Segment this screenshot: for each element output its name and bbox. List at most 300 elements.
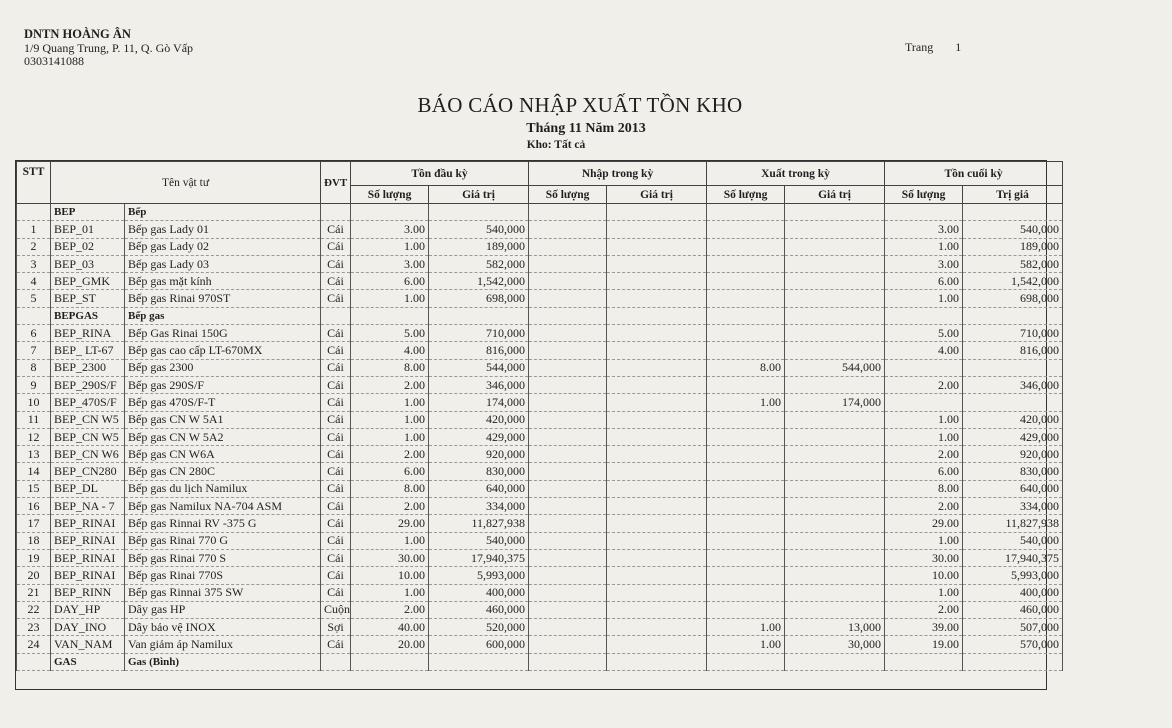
cell: [785, 307, 885, 324]
cell: [429, 204, 529, 221]
opening-qty-cell: 3.00: [351, 255, 429, 272]
cell: [607, 307, 707, 324]
opening-value-cell: 1,542,000: [429, 273, 529, 290]
item-code-cell: BEP_RINA: [51, 325, 125, 342]
unit-cell: Cái: [321, 498, 351, 515]
inbound-value-cell: [607, 255, 707, 272]
outbound-qty-cell: [707, 584, 785, 601]
stt-cell: 1: [17, 221, 51, 238]
opening-value-cell: 5,993,000: [429, 567, 529, 584]
closing-value-cell: 420,000: [963, 411, 1063, 428]
cell: [785, 204, 885, 221]
item-name-cell: Dây gas HP: [125, 601, 321, 618]
closing-value-cell: 830,000: [963, 463, 1063, 480]
opening-qty-cell: 2.00: [351, 446, 429, 463]
inbound-qty-cell: [529, 584, 607, 601]
item-code-cell: VAN_NAM: [51, 636, 125, 653]
item-name-cell: Bếp gas CN W 5A2: [125, 428, 321, 445]
outbound-value-cell: 174,000: [785, 394, 885, 411]
col-opening-qty: Số lượng: [351, 186, 429, 204]
closing-value-cell: 400,000: [963, 584, 1063, 601]
inbound-value-cell: [607, 446, 707, 463]
opening-qty-cell: 1.00: [351, 532, 429, 549]
closing-qty-cell: [885, 394, 963, 411]
unit-cell: Cái: [321, 480, 351, 497]
col-outbound-value: Giá trị: [785, 186, 885, 204]
cell: [607, 653, 707, 670]
unit-cell: Cái: [321, 359, 351, 376]
outbound-value-cell: [785, 325, 885, 342]
item-code-cell: BEP_RINAI: [51, 567, 125, 584]
inbound-qty-cell: [529, 446, 607, 463]
stt-cell: 9: [17, 376, 51, 393]
item-code-cell: BEP_ST: [51, 290, 125, 307]
stt-cell: 24: [17, 636, 51, 653]
unit-cell: Cái: [321, 273, 351, 290]
unit-cell: Cái: [321, 255, 351, 272]
item-code-cell: BEP_GMK: [51, 273, 125, 290]
group-stt-cell: [17, 204, 51, 221]
closing-qty-cell: 2.00: [885, 376, 963, 393]
group-stt-cell: [17, 653, 51, 670]
opening-value-cell: 582,000: [429, 255, 529, 272]
item-name-cell: Bếp gas Lady 03: [125, 255, 321, 272]
stt-cell: 19: [17, 549, 51, 566]
item-name-cell: Bếp gas Rinai 770S: [125, 567, 321, 584]
inventory-table-frame: [15, 160, 1060, 690]
opening-qty-cell: 10.00: [351, 567, 429, 584]
item-name-cell: Bếp gas Namilux NA-704 ASM: [125, 498, 321, 515]
unit-cell: [321, 307, 351, 324]
stt-cell: 4: [17, 273, 51, 290]
outbound-qty-cell: [707, 446, 785, 463]
closing-qty-cell: 10.00: [885, 567, 963, 584]
inbound-value-cell: [607, 584, 707, 601]
item-name-cell: Bếp gas Lady 01: [125, 221, 321, 238]
item-name-cell: Bếp gas CN W6A: [125, 446, 321, 463]
outbound-value-cell: [785, 221, 885, 238]
col-inbound: Nhập trong kỳ: [529, 162, 707, 186]
outbound-qty-cell: [707, 238, 785, 255]
table-row: [17, 446, 1063, 463]
inbound-value-cell: [607, 498, 707, 515]
opening-qty-cell: 2.00: [351, 498, 429, 515]
cell: [607, 204, 707, 221]
stt-cell: 15: [17, 480, 51, 497]
item-name-cell: Bếp gas mặt kính: [125, 273, 321, 290]
group-code-cell: BEPGAS: [51, 307, 125, 324]
company-name: DNTN HOÀNG ÂN: [24, 27, 131, 41]
table-row: [17, 273, 1063, 290]
stt-cell: 8: [17, 359, 51, 376]
item-code-cell: BEP_470S/F: [51, 394, 125, 411]
table-row: [17, 567, 1063, 584]
outbound-value-cell: [785, 273, 885, 290]
unit-cell: Sợi: [321, 619, 351, 636]
opening-value-cell: 346,000: [429, 376, 529, 393]
opening-value-cell: 174,000: [429, 394, 529, 411]
outbound-value-cell: [785, 549, 885, 566]
col-item-name: Tên vật tư: [51, 162, 321, 204]
group-code-cell: GAS: [51, 653, 125, 670]
unit-cell: Cái: [321, 221, 351, 238]
cell: [707, 307, 785, 324]
outbound-qty-cell: [707, 290, 785, 307]
closing-qty-cell: 2.00: [885, 498, 963, 515]
closing-qty-cell: 1.00: [885, 411, 963, 428]
group-name-cell: Bếp: [125, 204, 321, 221]
col-closing-value: Trị giá: [963, 186, 1063, 204]
opening-qty-cell: 5.00: [351, 325, 429, 342]
outbound-qty-cell: 1.00: [707, 619, 785, 636]
table-row: [17, 411, 1063, 428]
stt-cell: 20: [17, 567, 51, 584]
outbound-value-cell: [785, 255, 885, 272]
inbound-qty-cell: [529, 359, 607, 376]
item-name-cell: Dây bảo vệ INOX: [125, 619, 321, 636]
inbound-value-cell: [607, 636, 707, 653]
opening-qty-cell: 1.00: [351, 584, 429, 601]
page-number-block: [905, 40, 961, 55]
unit-cell: Cái: [321, 290, 351, 307]
item-code-cell: BEP_RINAI: [51, 549, 125, 566]
outbound-value-cell: 30,000: [785, 636, 885, 653]
closing-value-cell: 429,000: [963, 428, 1063, 445]
group-row: [17, 653, 1063, 670]
inbound-value-cell: [607, 480, 707, 497]
table-row: [17, 428, 1063, 445]
closing-qty-cell: 1.00: [885, 532, 963, 549]
unit-cell: Cái: [321, 428, 351, 445]
outbound-qty-cell: [707, 532, 785, 549]
opening-qty-cell: 3.00: [351, 221, 429, 238]
table-row: [17, 221, 1063, 238]
item-code-cell: BEP_RINAI: [51, 532, 125, 549]
table-row: [17, 342, 1063, 359]
inbound-qty-cell: [529, 376, 607, 393]
inbound-value-cell: [607, 601, 707, 618]
table-row: [17, 636, 1063, 653]
opening-qty-cell: 20.00: [351, 636, 429, 653]
inbound-value-cell: [607, 515, 707, 532]
inbound-qty-cell: [529, 428, 607, 445]
unit-cell: Cái: [321, 515, 351, 532]
item-code-cell: BEP_2300: [51, 359, 125, 376]
table-row: [17, 238, 1063, 255]
closing-qty-cell: 5.00: [885, 325, 963, 342]
inbound-qty-cell: [529, 394, 607, 411]
inbound-qty-cell: [529, 255, 607, 272]
outbound-qty-cell: [707, 255, 785, 272]
group-name-cell: Gas (Bình): [125, 653, 321, 670]
report-period: Tháng 11 Năm 2013: [526, 121, 646, 136]
outbound-qty-cell: [707, 325, 785, 342]
inbound-qty-cell: [529, 325, 607, 342]
table-row: [17, 255, 1063, 272]
item-code-cell: BEP_CN280: [51, 463, 125, 480]
opening-value-cell: 710,000: [429, 325, 529, 342]
col-opening-value: Giá trị: [429, 186, 529, 204]
report-title: BÁO CÁO NHẬP XUẤT TỒN KHO: [417, 93, 743, 117]
table-row: [17, 619, 1063, 636]
opening-qty-cell: 40.00: [351, 619, 429, 636]
inbound-qty-cell: [529, 273, 607, 290]
closing-value-cell: 710,000: [963, 325, 1063, 342]
closing-value-cell: 640,000: [963, 480, 1063, 497]
table-row: [17, 498, 1063, 515]
opening-value-cell: 816,000: [429, 342, 529, 359]
inbound-value-cell: [607, 221, 707, 238]
inbound-qty-cell: [529, 619, 607, 636]
col-opening: Tồn đầu kỳ: [351, 162, 529, 186]
inbound-value-cell: [607, 376, 707, 393]
inbound-value-cell: [607, 532, 707, 549]
unit-cell: Cái: [321, 325, 351, 342]
closing-qty-cell: 39.00: [885, 619, 963, 636]
opening-qty-cell: 6.00: [351, 273, 429, 290]
closing-qty-cell: 1.00: [885, 584, 963, 601]
item-code-cell: BEP_03: [51, 255, 125, 272]
unit-cell: Cuộn: [321, 601, 351, 618]
outbound-qty-cell: [707, 498, 785, 515]
closing-qty-cell: 3.00: [885, 221, 963, 238]
inbound-value-cell: [607, 549, 707, 566]
inbound-qty-cell: [529, 290, 607, 307]
opening-qty-cell: 30.00: [351, 549, 429, 566]
table-row: [17, 290, 1063, 307]
unit-cell: Cái: [321, 463, 351, 480]
outbound-qty-cell: [707, 411, 785, 428]
item-code-cell: DAY_INO: [51, 619, 125, 636]
inventory-table: [16, 161, 1063, 671]
outbound-value-cell: 544,000: [785, 359, 885, 376]
closing-qty-cell: 1.00: [885, 238, 963, 255]
outbound-value-cell: [785, 290, 885, 307]
outbound-qty-cell: [707, 601, 785, 618]
opening-qty-cell: 1.00: [351, 290, 429, 307]
closing-qty-cell: 29.00: [885, 515, 963, 532]
item-code-cell: BEP_ LT-67: [51, 342, 125, 359]
opening-qty-cell: 6.00: [351, 463, 429, 480]
stt-cell: 17: [17, 515, 51, 532]
outbound-value-cell: [785, 446, 885, 463]
inbound-value-cell: [607, 411, 707, 428]
cell: [785, 653, 885, 670]
group-code-cell: BEP: [51, 204, 125, 221]
item-name-cell: Bếp gas 290S/F: [125, 376, 321, 393]
col-closing-qty: Số lượng: [885, 186, 963, 204]
unit-cell: Cái: [321, 376, 351, 393]
cell: [963, 653, 1063, 670]
item-code-cell: DAY_HP: [51, 601, 125, 618]
stt-cell: 21: [17, 584, 51, 601]
closing-qty-cell: [885, 359, 963, 376]
cell: [351, 204, 429, 221]
unit-cell: [321, 653, 351, 670]
closing-qty-cell: 19.00: [885, 636, 963, 653]
item-name-cell: Bếp gas du lịch Namilux: [125, 480, 321, 497]
outbound-value-cell: [785, 498, 885, 515]
table-row: [17, 549, 1063, 566]
outbound-qty-cell: [707, 221, 785, 238]
closing-value-cell: 1,542,000: [963, 273, 1063, 290]
opening-value-cell: 600,000: [429, 636, 529, 653]
stt-cell: 16: [17, 498, 51, 515]
inbound-value-cell: [607, 463, 707, 480]
item-code-cell: BEP_RINAI: [51, 515, 125, 532]
inbound-qty-cell: [529, 549, 607, 566]
cell: [529, 204, 607, 221]
table-row: [17, 584, 1063, 601]
opening-value-cell: 830,000: [429, 463, 529, 480]
table-row: [17, 515, 1063, 532]
outbound-qty-cell: [707, 567, 785, 584]
unit-cell: [321, 204, 351, 221]
col-outbound-qty: Số lượng: [707, 186, 785, 204]
item-code-cell: BEP_CN W6: [51, 446, 125, 463]
item-name-cell: Bếp gas 470S/F-T: [125, 394, 321, 411]
company-tax-code: 0303141088: [24, 54, 84, 68]
inventory-table-body: [17, 204, 1063, 671]
opening-qty-cell: 1.00: [351, 238, 429, 255]
cell: [351, 653, 429, 670]
item-name-cell: Bếp gas 2300: [125, 359, 321, 376]
inbound-qty-cell: [529, 221, 607, 238]
inbound-qty-cell: [529, 463, 607, 480]
outbound-qty-cell: [707, 376, 785, 393]
col-inbound-value: Giá trị: [607, 186, 707, 204]
outbound-qty-cell: [707, 463, 785, 480]
closing-qty-cell: 30.00: [885, 549, 963, 566]
closing-qty-cell: 3.00: [885, 255, 963, 272]
outbound-value-cell: [785, 342, 885, 359]
closing-value-cell: 570,000: [963, 636, 1063, 653]
outbound-value-cell: [785, 238, 885, 255]
closing-value-cell: 189,000: [963, 238, 1063, 255]
inbound-qty-cell: [529, 636, 607, 653]
outbound-value-cell: [785, 532, 885, 549]
cell: [707, 653, 785, 670]
col-unit: ĐVT: [321, 162, 351, 204]
cell: [429, 307, 529, 324]
company-info: [24, 28, 193, 69]
opening-value-cell: 400,000: [429, 584, 529, 601]
table-row: [17, 601, 1063, 618]
item-name-cell: Van giảm áp Namilux: [125, 636, 321, 653]
unit-cell: Cái: [321, 584, 351, 601]
outbound-value-cell: [785, 567, 885, 584]
unit-cell: Cái: [321, 567, 351, 584]
closing-value-cell: 17,940,375: [963, 549, 1063, 566]
unit-cell: Cái: [321, 549, 351, 566]
opening-value-cell: 520,000: [429, 619, 529, 636]
outbound-value-cell: [785, 463, 885, 480]
unit-cell: Cái: [321, 238, 351, 255]
stt-cell: 23: [17, 619, 51, 636]
stt-cell: 11: [17, 411, 51, 428]
cell: [351, 307, 429, 324]
group-name-cell: Bếp gas: [125, 307, 321, 324]
table-row: [17, 480, 1063, 497]
outbound-value-cell: [785, 584, 885, 601]
closing-value-cell: 11,827,938: [963, 515, 1063, 532]
inbound-value-cell: [607, 567, 707, 584]
closing-qty-cell: 1.00: [885, 290, 963, 307]
closing-qty-cell: 4.00: [885, 342, 963, 359]
page-number: 1: [955, 40, 962, 54]
opening-qty-cell: 8.00: [351, 359, 429, 376]
item-name-cell: Bếp gas CN W 5A1: [125, 411, 321, 428]
opening-value-cell: 334,000: [429, 498, 529, 515]
opening-qty-cell: 1.00: [351, 428, 429, 445]
col-closing: Tồn cuối kỳ: [885, 162, 1063, 186]
opening-qty-cell: 1.00: [351, 411, 429, 428]
outbound-value-cell: [785, 428, 885, 445]
stt-cell: 14: [17, 463, 51, 480]
outbound-qty-cell: [707, 549, 785, 566]
item-name-cell: Bếp gas Rinnai 375 SW: [125, 584, 321, 601]
inbound-qty-cell: [529, 515, 607, 532]
stt-cell: 7: [17, 342, 51, 359]
opening-qty-cell: 1.00: [351, 394, 429, 411]
company-address: 1/9 Quang Trung, P. 11, Q. Gò Vấp: [24, 40, 194, 55]
item-name-cell: Bếp gas CN 280C: [125, 463, 321, 480]
item-name-cell: Bếp gas Lady 02: [125, 238, 321, 255]
stt-cell: 22: [17, 601, 51, 618]
inbound-value-cell: [607, 394, 707, 411]
item-code-cell: BEP_DL: [51, 480, 125, 497]
inbound-qty-cell: [529, 342, 607, 359]
opening-value-cell: 544,000: [429, 359, 529, 376]
closing-qty-cell: 6.00: [885, 273, 963, 290]
group-row: [17, 204, 1063, 221]
col-inbound-qty: Số lượng: [529, 186, 607, 204]
inbound-qty-cell: [529, 480, 607, 497]
inbound-qty-cell: [529, 411, 607, 428]
inbound-qty-cell: [529, 238, 607, 255]
outbound-qty-cell: [707, 480, 785, 497]
inbound-value-cell: [607, 342, 707, 359]
inbound-value-cell: [607, 325, 707, 342]
closing-value-cell: 698,000: [963, 290, 1063, 307]
col-stt: STT: [17, 162, 51, 204]
closing-qty-cell: 6.00: [885, 463, 963, 480]
opening-qty-cell: 8.00: [351, 480, 429, 497]
unit-cell: Cái: [321, 446, 351, 463]
closing-qty-cell: 8.00: [885, 480, 963, 497]
outbound-qty-cell: [707, 428, 785, 445]
outbound-value-cell: [785, 376, 885, 393]
closing-value-cell: 460,000: [963, 601, 1063, 618]
col-outbound: Xuất trong kỳ: [707, 162, 885, 186]
inbound-value-cell: [607, 619, 707, 636]
inbound-qty-cell: [529, 532, 607, 549]
opening-value-cell: 460,000: [429, 601, 529, 618]
item-code-cell: BEP_CN W5: [51, 428, 125, 445]
opening-value-cell: 11,827,938: [429, 515, 529, 532]
closing-value-cell: [963, 359, 1063, 376]
inbound-value-cell: [607, 273, 707, 290]
unit-cell: Cái: [321, 342, 351, 359]
item-name-cell: Bếp gas Rinai 770 S: [125, 549, 321, 566]
stt-cell: 5: [17, 290, 51, 307]
outbound-value-cell: [785, 601, 885, 618]
stt-cell: 10: [17, 394, 51, 411]
outbound-value-cell: [785, 480, 885, 497]
outbound-value-cell: [785, 515, 885, 532]
table-row: [17, 463, 1063, 480]
inbound-qty-cell: [529, 601, 607, 618]
